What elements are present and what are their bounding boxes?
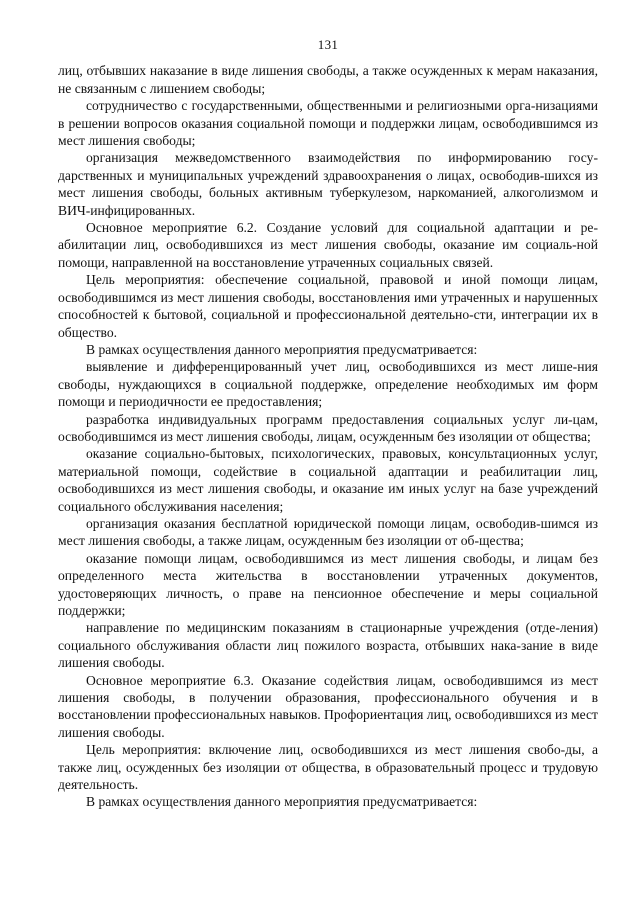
paragraph: направление по медицинским показаниям в стационарные учреждения (отде-ления) социального обслуживания области лиц пожилого возраста, отбывших нака-зание в виде лишения свободы.: [58, 620, 598, 671]
paragraph: организация оказания бесплатной юридической помощи лицам, освободив-шимся из мест лишения свободы, а также лицам, осужденным без изоляции от об-щества;: [58, 515, 598, 549]
paragraph: оказание помощи лицам, освободившимся из мест лишения свободы, и лицам без определенного места жительства в восстановлении утраченных документов, удостоверяющих личность, о праве на пенсионное обеспечение и меры социальной поддержки;: [58, 550, 598, 618]
paragraph: оказание социально-бытовых, психологических, правовых, консультационных услуг, материальной помощи, содействие в социальной адаптации и реабилитации лиц, освободившихся из мест лишения свободы, и оказание им иных услуг на базе учреждений социального обслуживания населения;: [58, 446, 598, 514]
paragraph: Основное мероприятие 6.3. Оказание содействия лицам, освободившимся из мест лишения свободы, в получении образования, профессионального обучения и в восстановлении профессиональных навыков. Профориентация лиц, освободившихся из мест лишения свободы.: [58, 672, 598, 740]
page-number: 131: [317, 37, 339, 52]
paragraph: организация межведомственного взаимодействия по информированию госу-дарственных и муниципальных учреждений здравоохранения о лицах, освободив-шихся из мест лишения свободы, больных активным туберкулезом, наркоманией, алкоголизмом и ВИЧ-инфицированных.: [58, 150, 598, 218]
paragraph: Цель мероприятия: включение лиц, освободившихся из мест лишения свобо-ды, а также лиц, осужденных без изоляции от общества, в образовательный процесс и трудовую деятельность.: [58, 742, 598, 793]
paragraph: Цель мероприятия: обеспечение социальной, правовой и иной помощи лицам, освободившимся из мест лишения свободы, восстановления ими утраченных и нарушенных способностей к бытовой, социальной и профессиональной деятельно-сти, интеграции их в общество.: [58, 272, 598, 340]
paragraph: В рамках осуществления данного мероприятия предусматривается:: [86, 794, 478, 810]
paragraph: сотрудничество с государственными, общественными и религиозными орга-низациями в решении вопросов оказания социальной помощи и поддержки лицам, освободившимся из мест лишения свободы;: [58, 98, 598, 149]
paragraph: разработка индивидуальных программ предоставления социальных услуг ли-цам, освободившимся из мест лишения свободы, лицам, осужденным без изоляции от общества;: [58, 411, 598, 444]
document-page: [58, 36, 598, 811]
paragraph: лиц, отбывших наказание в виде лишения свободы, а также осужденных к мерам наказания, не связанным с лишением свободы;: [58, 63, 598, 96]
paragraph: В рамках осуществления данного мероприятия предусматривается:: [86, 341, 478, 357]
paragraph: выявление и дифференцированный учет лиц, освободившихся из мест лише-ния свободы, нуждающихся в социальной поддержке, определение необходимых им форм помощи и периодичности ее предоставления;: [58, 359, 598, 410]
paragraph: Основное мероприятие 6.2. Создание условий для социальной адаптации и ре-абилитации лиц, освободившихся из мест лишения свободы, оказание им социаль-ной помощи, направленной на восстановление утраченных социальных связей.: [58, 220, 598, 270]
